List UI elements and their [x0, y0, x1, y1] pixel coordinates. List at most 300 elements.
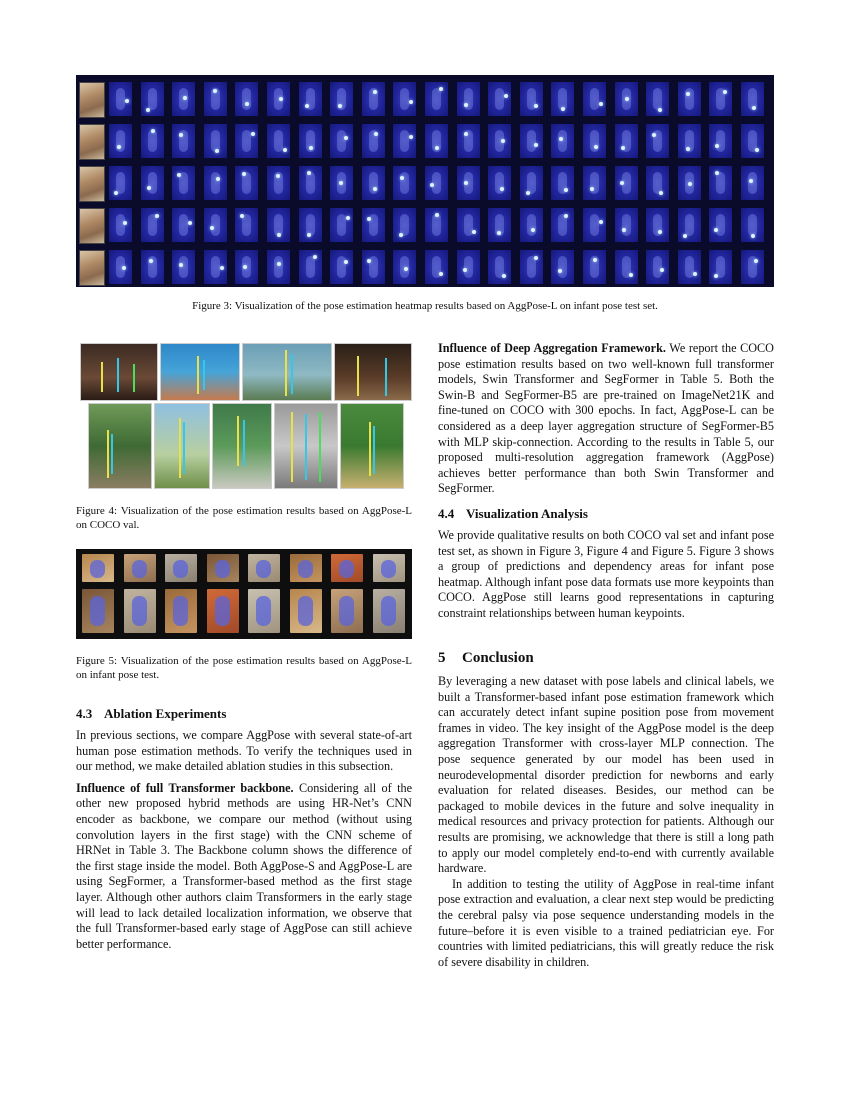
heatmap-row [76, 247, 774, 287]
keypoint-dot [621, 146, 625, 150]
heatmap-thumbnail [457, 124, 480, 158]
keypoint-dot [367, 259, 371, 263]
keypoint-dot [688, 182, 692, 186]
heatmap-thumbnail [299, 250, 322, 284]
figure-3-heatmap-grid [76, 75, 774, 287]
heatmap-thumbnail [204, 166, 227, 200]
keypoint-dot [534, 143, 538, 147]
coco-photo-5 [88, 403, 152, 489]
infant-silhouette [622, 214, 631, 236]
heatmap-thumbnail [709, 82, 732, 116]
heatmap-thumbnail [235, 250, 258, 284]
heatmap-thumbnail [709, 250, 732, 284]
heatmap-thumbnail [457, 166, 480, 200]
keypoint-dot [625, 97, 629, 101]
heatmap-thumbnail [330, 208, 353, 242]
heatmap-row [76, 205, 774, 245]
infant-result-photo [124, 554, 156, 582]
infant-silhouette [716, 130, 725, 152]
infant-silhouette [716, 172, 725, 194]
keypoint-dot [593, 258, 597, 262]
infant-pose-overlay [298, 596, 313, 626]
keypoint-dot [594, 145, 598, 149]
heatmap-thumbnail [583, 208, 606, 242]
keypoint-dot [283, 148, 287, 152]
heatmap-thumbnail [267, 124, 290, 158]
keypoint-dot [147, 186, 151, 190]
keypoint-dot [146, 108, 150, 112]
keypoint-dot [373, 187, 377, 191]
infant-silhouette [400, 88, 409, 110]
heatmap-thumbnail [646, 124, 669, 158]
keypoint-dot [277, 233, 281, 237]
section-title: Visualization Analysis [466, 506, 588, 521]
heatmap-thumbnail [393, 208, 416, 242]
keypoint-dot [749, 179, 753, 183]
infant-result-photo [165, 554, 197, 582]
heatmap-thumbnail [520, 124, 543, 158]
heatmap-thumbnail [267, 166, 290, 200]
paragraph-lead: Influence of full Transformer backbone. [76, 780, 294, 795]
heatmap-thumbnail [520, 82, 543, 116]
heatmap-thumbnail [235, 166, 258, 200]
keypoint-dot [309, 146, 313, 150]
keypoint-dot [251, 132, 255, 136]
heatmap-thumbnail [141, 82, 164, 116]
infant-silhouette [653, 256, 662, 278]
heatmap-thumbnail [172, 250, 195, 284]
infant-silhouette [179, 214, 188, 236]
figure-4-caption: Figure 4: Visualization of the pose estimation results based on AggPose-L on COCO val. [76, 505, 412, 531]
keypoint-dot [216, 177, 220, 181]
infant-silhouette [274, 130, 283, 152]
heatmap-thumbnail [330, 124, 353, 158]
heatmap-thumbnail [425, 250, 448, 284]
heatmap-thumbnail [741, 250, 764, 284]
heatmap-thumbnail [299, 124, 322, 158]
infant-silhouette [748, 214, 757, 236]
heatmap-thumbnail [299, 82, 322, 116]
heatmap-thumbnail [551, 208, 574, 242]
infant-silhouette [464, 256, 473, 278]
keypoint-dot [279, 97, 283, 101]
heatmap-thumbnail [551, 166, 574, 200]
heatmap-thumbnail [267, 82, 290, 116]
section-5-heading [438, 650, 534, 667]
keypoint-dot [307, 233, 311, 237]
keypoint-dot [502, 274, 506, 278]
heatmap-thumbnail [362, 208, 385, 242]
heatmap-thumbnail [551, 250, 574, 284]
heatmap-thumbnail [109, 124, 132, 158]
keypoint-dot [344, 136, 348, 140]
heatmap-thumbnail [425, 124, 448, 158]
heatmap-thumbnail [109, 208, 132, 242]
keypoint-dot [220, 266, 224, 270]
paragraph [438, 341, 774, 497]
heatmap-thumbnail [393, 124, 416, 158]
heatmap-thumbnail [678, 250, 701, 284]
infant-result-photo [124, 589, 156, 633]
infant-photo-thumbnail [79, 208, 105, 244]
infant-silhouette [653, 88, 662, 110]
keypoint-dot [534, 104, 538, 108]
heatmap-thumbnail [204, 82, 227, 116]
keypoint-dot [658, 108, 662, 112]
heatmap-thumbnail [741, 82, 764, 116]
heatmap-thumbnail [520, 166, 543, 200]
infant-pose-overlay [90, 560, 105, 578]
infant-silhouette [400, 130, 409, 152]
infant-silhouette [211, 172, 220, 194]
keypoint-dot [344, 260, 348, 264]
heatmap-thumbnail [520, 208, 543, 242]
heatmap-thumbnail [678, 166, 701, 200]
heatmap-thumbnail [615, 208, 638, 242]
infant-silhouette [337, 214, 346, 236]
heatmap-thumbnail [362, 166, 385, 200]
infant-result-photo [207, 589, 239, 633]
infant-silhouette [116, 88, 125, 110]
keypoint-dot [659, 191, 663, 195]
heatmap-thumbnail [393, 250, 416, 284]
heatmap-thumbnail [583, 124, 606, 158]
heatmap-thumbnail [172, 166, 195, 200]
infant-pose-overlay [381, 596, 396, 626]
heatmap-thumbnail [646, 250, 669, 284]
keypoint-dot [409, 100, 413, 104]
figure-4-coco-results [76, 341, 412, 489]
infant-silhouette [432, 214, 441, 236]
keypoint-dot [531, 228, 535, 232]
heatmap-row [76, 79, 774, 119]
deep-aggregation-paragraph [438, 341, 774, 497]
infant-silhouette [558, 130, 567, 152]
keypoint-dot [501, 139, 505, 143]
heatmap-thumbnail [393, 82, 416, 116]
heatmap-thumbnail [709, 208, 732, 242]
keypoint-dot [114, 191, 118, 195]
keypoint-dot [464, 181, 468, 185]
heatmap-thumbnail [267, 208, 290, 242]
infant-silhouette [116, 214, 125, 236]
keypoint-dot [276, 174, 280, 178]
keypoint-dot [367, 217, 371, 221]
infant-pose-overlay [215, 596, 230, 626]
infant-photo-thumbnail [79, 166, 105, 202]
paragraph: We provide qualitative results on both COCO val set and infant pose test set, as shown in Figure 3, Figure 4 and Figure 5. Figure 3 shows a group of predictions and dependency areas for infant pose heatmap. Although infant pose data formats use more keypoints than COCO. AggPose still learns good representations in capturing constraint relationships between human keypoints. [438, 528, 774, 620]
infant-silhouette [590, 214, 599, 236]
keypoint-dot [374, 132, 378, 136]
infant-silhouette [148, 130, 157, 152]
heatmap-thumbnail [488, 166, 511, 200]
keypoint-dot [435, 146, 439, 150]
heatmap-thumbnail [488, 208, 511, 242]
keypoint-dot [125, 99, 129, 103]
keypoint-dot [622, 228, 626, 232]
coco-photo-9 [340, 403, 404, 489]
keypoint-dot [155, 214, 159, 218]
heatmap-thumbnail [204, 124, 227, 158]
section-number: 4.3 [76, 706, 93, 721]
paragraph-text: We report the COCO pose estimation results based on two well-known full transformer models, Swin Transformer and SegFormer in Table 5. Both the Swin-B and SegFormer-B5 are pre-trained on ImageNet21K and fine-tuned on COCO with 300 epochs. In fact, AggPose-L can be considered as a deep layer aggregation structure of SegFormer-B5 with MLP skip-connection. According to the results in Table 5, our proposed multi-resolution aggregation framework (AggPose) achieves better performance than both Swin Transformer and SegFormer. [438, 341, 774, 496]
keypoint-dot [117, 145, 121, 149]
infant-pose-overlay [381, 560, 396, 578]
infant-result-photo [331, 589, 363, 633]
heatmap-thumbnail [678, 124, 701, 158]
heatmap-thumbnail [299, 166, 322, 200]
infant-silhouette [306, 172, 315, 194]
infant-silhouette [527, 130, 536, 152]
heatmap-thumbnail [457, 208, 480, 242]
figure-5-infant-results [76, 549, 412, 639]
infant-silhouette [242, 214, 251, 236]
infant-result-photo [82, 589, 114, 633]
heatmap-thumbnail [583, 250, 606, 284]
heatmap-thumbnail [109, 166, 132, 200]
heatmap-thumbnail [235, 82, 258, 116]
heatmap-thumbnail [141, 208, 164, 242]
heatmap-thumbnail [583, 166, 606, 200]
infant-photo-thumbnail [79, 250, 105, 286]
keypoint-dot [305, 104, 309, 108]
heatmap-thumbnail [299, 208, 322, 242]
infant-pose-overlay [256, 560, 271, 578]
figure-3-caption: Figure 3: Visualization of the pose estimation heatmap results based on AggPose-L on infant pose test set. [192, 300, 658, 312]
section-title: Ablation Experiments [104, 706, 227, 721]
infant-result-photo [207, 554, 239, 582]
heatmap-thumbnail [425, 166, 448, 200]
keypoint-dot [439, 87, 443, 91]
keypoint-dot [660, 268, 664, 272]
coco-photo-1 [80, 343, 158, 401]
infant-result-photo [248, 554, 280, 582]
heatmap-thumbnail [235, 124, 258, 158]
heatmap-thumbnail [425, 208, 448, 242]
heatmap-thumbnail [267, 250, 290, 284]
heatmap-thumbnail [204, 208, 227, 242]
section-number: 5 [438, 650, 446, 666]
keypoint-dot [564, 214, 568, 218]
keypoint-dot [723, 90, 727, 94]
keypoint-dot [215, 149, 219, 153]
infant-pose-overlay [215, 560, 230, 578]
section-4-4-heading [438, 506, 588, 522]
heatmap-thumbnail [741, 208, 764, 242]
section-5-body [438, 674, 774, 970]
infant-silhouette [242, 88, 251, 110]
heatmap-thumbnail [709, 166, 732, 200]
keypoint-dot [561, 107, 565, 111]
heatmap-thumbnail [330, 166, 353, 200]
section-4-3-heading [76, 706, 226, 722]
heatmap-thumbnail [551, 124, 574, 158]
keypoint-dot [683, 234, 687, 238]
heatmap-thumbnail [520, 250, 543, 284]
infant-result-photo [82, 554, 114, 582]
infant-pose-overlay [173, 560, 188, 578]
heatmap-thumbnail [678, 82, 701, 116]
infant-result-photo [373, 589, 405, 633]
keypoint-dot [686, 92, 690, 96]
infant-result-photo [248, 589, 280, 633]
infant-silhouette [495, 88, 504, 110]
heatmap-thumbnail [362, 250, 385, 284]
heatmap-thumbnail [551, 82, 574, 116]
infant-photo-thumbnail [79, 82, 105, 118]
heatmap-thumbnail [709, 124, 732, 158]
keypoint-dot [629, 273, 633, 277]
keypoint-dot [526, 191, 530, 195]
heatmap-thumbnail [425, 82, 448, 116]
keypoint-dot [151, 129, 155, 133]
keypoint-dot [213, 89, 217, 93]
infant-pose-overlay [132, 560, 147, 578]
keypoint-dot [373, 90, 377, 94]
heatmap-thumbnail [362, 124, 385, 158]
heatmap-thumbnail [646, 166, 669, 200]
keypoint-dot [599, 102, 603, 106]
heatmap-thumbnail [457, 250, 480, 284]
keypoint-dot [435, 213, 439, 217]
keypoint-dot [277, 262, 281, 266]
section-4-3-body [76, 728, 412, 952]
infant-pose-overlay [132, 596, 147, 626]
heatmap-thumbnail [362, 82, 385, 116]
infant-silhouette [337, 130, 346, 152]
section-number: 4.4 [438, 506, 455, 521]
coco-photo-8 [274, 403, 338, 489]
heatmap-thumbnail [393, 166, 416, 200]
keypoint-dot [620, 181, 624, 185]
keypoint-dot [754, 259, 758, 263]
keypoint-dot [599, 220, 603, 224]
infant-silhouette [527, 214, 536, 236]
paragraph-text: Considering all of the other new proposed hybrid methods are using HR-Net’s CNN encoder as backbone, we compare our method (without using convolution layers in the first stage) with the CNN scheme of HRNet in Table 3. The Backbone column shows the difference of the first stage inside the model. Both AggPose-S and AggPose-L are using SegFormer, a Transformer-based method as the first stage layer. Although other authors claim Transformers in the early stage will lead to lack detailed localization information, we observe that the full Transformer-based early stage of AggPose can still achieve better performance. [76, 780, 412, 951]
keypoint-dot [590, 187, 594, 191]
infant-pose-overlay [173, 596, 188, 626]
infant-silhouette [148, 172, 157, 194]
infant-silhouette [148, 88, 157, 110]
infant-silhouette [274, 256, 283, 278]
heatmap-row [76, 121, 774, 161]
keypoint-dot [686, 147, 690, 151]
keypoint-dot [122, 266, 126, 270]
infant-silhouette [242, 130, 251, 152]
infant-silhouette [590, 88, 599, 110]
coco-photo-4 [334, 343, 412, 401]
infant-result-photo [290, 554, 322, 582]
infant-silhouette [716, 214, 725, 236]
infant-silhouette [179, 256, 188, 278]
paragraph: In addition to testing the utility of AggPose in real-time infant pose extraction and evaluation, a clear next step would be predicting the cerebral palsy via pose sequence understanding models in the future–before it is even visible to a trained pediatrician eye. For countries with limited pediatricians, this will greatly reduce the risk of severe disability in children. [438, 876, 774, 969]
paragraph: By leveraging a new dataset with pose labels and clinical labels, we built a Transformer-based infant pose estimation framework which can accurately detect infant supine position pose from movement frames in video. The key insight of the AggPose model is the deep aggregation Transformer with cross-layer MLP connection. The pose sequence generated by our model has been used in neurodevelopmental disorder prediction for newborns and early evaluation for related diseases. Besides, our method can be packaged to mobile devices in the future and solve inequality in medical resources and privacy protection for patients. Although our results are promising, we acknowledge that there is still a long path to apply our model completely end-to-end with currently available hardware. [438, 674, 774, 876]
heatmap-thumbnail [615, 124, 638, 158]
heatmap-thumbnail [488, 124, 511, 158]
keypoint-dot [755, 148, 759, 152]
keypoint-dot [313, 255, 317, 259]
keypoint-dot [752, 106, 756, 110]
infant-silhouette [748, 172, 757, 194]
heatmap-thumbnail [109, 250, 132, 284]
infant-result-photo [165, 589, 197, 633]
keypoint-dot [430, 183, 434, 187]
infant-silhouette [211, 214, 220, 236]
heatmap-thumbnail [646, 208, 669, 242]
keypoint-dot [564, 188, 568, 192]
infant-photo-thumbnail [79, 124, 105, 160]
heatmap-thumbnail [741, 166, 764, 200]
paragraph [76, 781, 412, 953]
heatmap-thumbnail [615, 166, 638, 200]
keypoint-dot [346, 216, 350, 220]
heatmap-thumbnail [615, 82, 638, 116]
heatmap-thumbnail [615, 250, 638, 284]
heatmap-thumbnail [330, 82, 353, 116]
keypoint-dot [307, 171, 311, 175]
coco-photo-2 [160, 343, 240, 401]
infant-silhouette [432, 88, 441, 110]
heatmap-row [76, 163, 774, 203]
keypoint-dot [409, 135, 413, 139]
heatmap-thumbnail [172, 208, 195, 242]
keypoint-dot [464, 103, 468, 107]
heatmap-thumbnail [235, 208, 258, 242]
infant-result-photo [290, 589, 322, 633]
heatmap-thumbnail [141, 250, 164, 284]
keypoint-dot [534, 256, 538, 260]
heatmap-thumbnail [172, 82, 195, 116]
heatmap-thumbnail [330, 250, 353, 284]
keypoint-dot [464, 132, 468, 136]
heatmap-thumbnail [741, 124, 764, 158]
section-4-4-body [438, 528, 774, 622]
coco-photo-7 [212, 403, 272, 489]
heatmap-thumbnail [488, 82, 511, 116]
infant-result-photo [331, 554, 363, 582]
keypoint-dot [439, 272, 443, 276]
infant-pose-overlay [90, 596, 105, 626]
paragraph-lead: Influence of Deep Aggregation Framework. [438, 341, 666, 355]
keypoint-dot [693, 272, 697, 276]
figure-5-caption: Figure 5: Visualization of the pose estimation results based on AggPose-L on infant pose test. [76, 655, 412, 681]
heatmap-thumbnail [646, 82, 669, 116]
coco-photo-6 [154, 403, 210, 489]
heatmap-thumbnail [204, 250, 227, 284]
infant-silhouette [558, 256, 567, 278]
infant-result-photo [373, 554, 405, 582]
keypoint-dot [472, 230, 476, 234]
heatmap-thumbnail [488, 250, 511, 284]
keypoint-dot [504, 94, 508, 98]
infant-silhouette [306, 256, 315, 278]
keypoint-dot [149, 259, 153, 263]
heatmap-thumbnail [583, 82, 606, 116]
infant-pose-overlay [298, 560, 313, 578]
keypoint-dot [463, 268, 467, 272]
heatmap-thumbnail [109, 82, 132, 116]
coco-photo-3 [242, 343, 332, 401]
infant-silhouette [685, 214, 694, 236]
infant-pose-overlay [339, 560, 354, 578]
keypoint-dot [210, 226, 214, 230]
heatmap-thumbnail [457, 82, 480, 116]
keypoint-dot [751, 234, 755, 238]
keypoint-dot [399, 233, 403, 237]
keypoint-dot [188, 221, 192, 225]
heatmap-thumbnail [678, 208, 701, 242]
heatmap-thumbnail [141, 124, 164, 158]
